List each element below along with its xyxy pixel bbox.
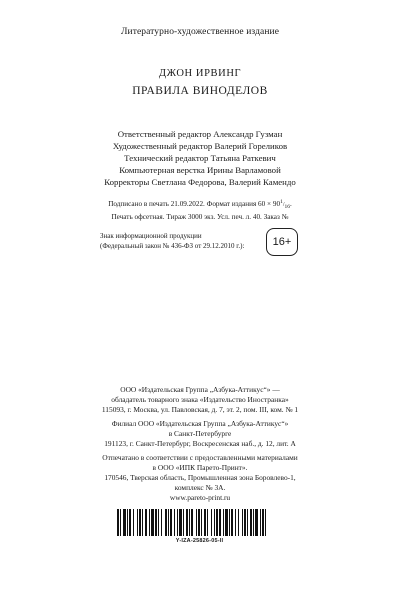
barcode-bar — [214, 509, 215, 536]
barcode-bar — [145, 509, 147, 536]
barcode-bar — [117, 509, 119, 536]
credit-line: Художественный редактор Валерий Гореликов — [112, 141, 288, 151]
barcode-bar — [165, 509, 167, 536]
credit-line: Корректоры Светлана Федорова, Валерий Камендо — [104, 177, 296, 187]
barcode-bar — [207, 509, 208, 536]
publisher-line: 115093, г. Москва, ул. Павловская, д. 7, эт. 2, пом. III, ком. № 1 — [101, 405, 299, 414]
publication-details — [0, 197, 400, 222]
barcode-bar — [244, 509, 246, 536]
printer-line: в ООО «ИПК Парето-Принт». — [152, 463, 248, 472]
barcode-bar — [265, 509, 266, 536]
age-rating-badge: 16+ — [266, 228, 298, 256]
fraction-denominator: 16 — [284, 204, 290, 210]
barcode-bar — [255, 509, 258, 536]
barcode-bar — [123, 509, 126, 536]
barcode-bar — [142, 509, 143, 536]
credit-line: Технический редактор Татьяна Раткевич — [124, 153, 276, 163]
barcode-bar — [120, 509, 121, 536]
barcode-bar — [262, 509, 264, 536]
format-fraction: $^1/_{16}$ — [280, 199, 290, 210]
publication-line-2: Печать офсетная. Тираж 3000 экз. Усл. печ. л. 40. Заказ № — [111, 213, 289, 221]
barcode-bar — [151, 509, 154, 536]
barcode-bar — [225, 509, 228, 536]
barcode-bar — [155, 509, 157, 536]
barcode-bar — [137, 509, 138, 536]
branch-line: в Санкт-Петербурге — [168, 429, 232, 438]
publisher-info — [0, 385, 400, 415]
fraction-numerator: 1 — [280, 199, 283, 205]
printer-line: www.pareto-print.ru — [169, 493, 231, 502]
author-name: ДЖОН ИРВИНГ — [158, 68, 242, 79]
printer-info — [0, 453, 400, 503]
publication-line-1-end: . — [290, 200, 292, 208]
barcode-bar — [158, 509, 159, 536]
barcode-bar — [253, 509, 254, 536]
info-sign-line-1: Знак информационной продукции — [100, 232, 202, 240]
printer-line: комплекс № 3А. — [174, 483, 226, 492]
printer-line: Отпечатано в соответствии с предоставленными материалами — [102, 453, 298, 462]
barcode-bar — [201, 509, 202, 536]
credit-line: Ответственный редактор Александр Гузман — [117, 129, 283, 139]
barcode-bar — [170, 509, 172, 536]
barcode-bar — [183, 509, 184, 536]
barcode-bars-icon — [117, 509, 282, 536]
branch-line: Филиал ООО «Издательская Группа „Азбука-Аттикус“» — [111, 419, 289, 428]
branch-line: 191123, г. Санкт-Петербург, Воскресенская наб., д. 12, лит. А — [104, 439, 296, 448]
barcode-bar — [260, 509, 261, 536]
barcode-number: Y-IZA-25826-05-II — [175, 538, 224, 544]
publication-line-1-text: Подписано в печать 21.09.2022. Формат издания 60 × 90 — [108, 200, 281, 208]
barcode-bar — [179, 509, 182, 536]
barcode-bar — [204, 509, 206, 536]
barcode-bar — [247, 509, 248, 536]
barcode-bar — [250, 509, 252, 536]
credits-block — [0, 128, 400, 188]
barcode-bar — [196, 509, 197, 536]
book-title: ПРАВИЛА ВИНОДЕЛОВ — [132, 85, 268, 97]
publication-line-1 — [0, 197, 400, 212]
barcode-bar — [174, 509, 175, 536]
edition-type: Литературно-художественное издание — [120, 27, 280, 37]
barcode-bar — [127, 509, 128, 536]
barcode-bar — [191, 509, 193, 536]
barcode-bar — [219, 509, 221, 536]
branch-info — [0, 419, 400, 449]
barcode — [117, 509, 282, 547]
barcode-bar — [189, 509, 190, 536]
barcode-bar — [238, 509, 239, 536]
barcode-bar — [186, 509, 188, 536]
barcode-bar — [223, 509, 224, 536]
barcode-bar — [198, 509, 200, 536]
barcode-bar — [129, 509, 131, 536]
barcode-bar — [133, 509, 134, 536]
barcode-bar — [168, 509, 169, 536]
barcode-bar — [149, 509, 150, 536]
barcode-bar — [139, 509, 141, 536]
publisher-line: обладатель товарного знака «Издательство Иностранка» — [111, 395, 289, 404]
barcode-bar — [161, 509, 162, 536]
credit-line: Компьютерная верстка Ирины Варламовой — [119, 165, 281, 175]
barcode-bar — [229, 509, 230, 536]
barcode-bar — [216, 509, 218, 536]
info-sign-line-2: (Федеральный закон № 436-ФЗ от 29.12.2010 г.): — [100, 241, 245, 250]
publisher-line: ООО «Издательская Группа „Азбука-Аттикус“» — — [120, 385, 280, 394]
barcode-bar — [211, 509, 212, 536]
info-product-sign — [100, 228, 300, 254]
barcode-bar — [235, 509, 236, 536]
barcode-bar — [242, 509, 243, 536]
imprint-block — [0, 385, 400, 507]
barcode-bar — [231, 509, 233, 536]
printer-line: 170546, Тверская область, Промышленная зона Боровлево-1, — [104, 473, 296, 482]
info-sign-text — [100, 232, 260, 251]
barcode-bar — [177, 509, 178, 536]
